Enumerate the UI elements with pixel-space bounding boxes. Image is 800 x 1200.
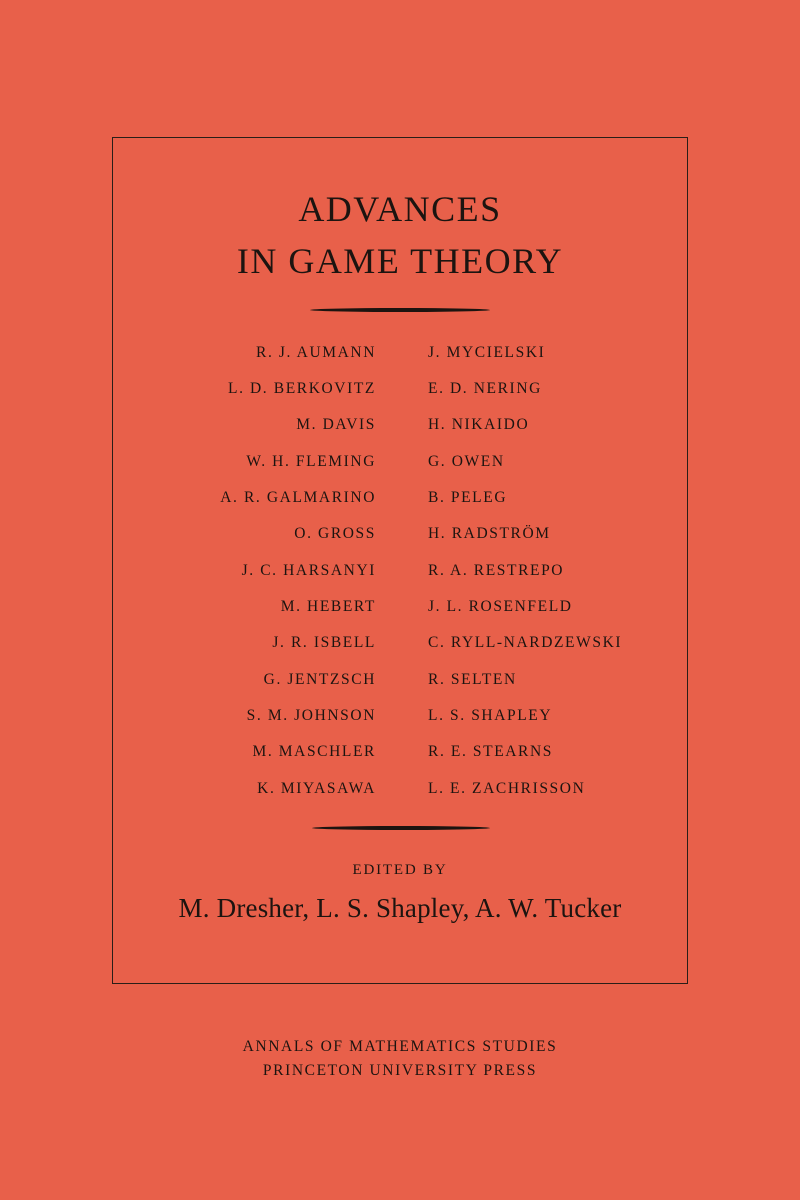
- author-right: J. L. ROSENFELD: [428, 598, 573, 615]
- author-right: J. MYCIELSKI: [428, 344, 546, 361]
- title-line-2: IN GAME THEORY: [236, 241, 564, 281]
- publisher-name: PRINCETON UNIVERSITY PRESS: [262, 1062, 538, 1079]
- author-right: R. SELTEN: [428, 671, 517, 688]
- author-left: L. D. BERKOVITZ: [228, 380, 376, 397]
- author-left: J. C. HARSANYI: [241, 562, 376, 579]
- editors-names: M. Dresher, L. S. Shapley, A. W. Tucker: [178, 893, 622, 923]
- author-left: M. MASCHLER: [252, 743, 376, 760]
- edited-by-label: EDITED BY: [352, 862, 448, 878]
- author-right: R. E. STEARNS: [428, 743, 554, 760]
- author-left: W. H. FLEMING: [246, 453, 376, 470]
- author-left: O. GROSS: [294, 525, 376, 542]
- series-name: ANNALS OF MATHEMATICS STUDIES: [242, 1038, 558, 1055]
- bottom-ornamental-rule: [312, 826, 490, 830]
- author-left: J. R. ISBELL: [272, 634, 376, 651]
- author-right: G. OWEN: [428, 453, 505, 470]
- author-left: M. HEBERT: [280, 598, 376, 615]
- author-right: H. RADSTRÖM: [428, 525, 551, 542]
- author-right: E. D. NERING: [428, 380, 542, 397]
- author-right: R. A. RESTREPO: [428, 562, 565, 579]
- author-right: H. NIKAIDO: [428, 416, 530, 433]
- title-line-1: ADVANCES: [298, 189, 502, 229]
- top-ornamental-rule: [310, 308, 490, 312]
- author-right: L. S. SHAPLEY: [428, 707, 553, 724]
- author-right: B. PELEG: [428, 489, 508, 506]
- author-right: C. RYLL-NARDZEWSKI: [428, 634, 623, 651]
- author-left: M. DAVIS: [296, 416, 376, 433]
- author-left: G. JENTZSCH: [263, 671, 376, 688]
- author-left: A. R. GALMARINO: [220, 489, 376, 506]
- author-left: R. J. AUMANN: [256, 344, 376, 361]
- author-left: K. MIYASAWA: [257, 780, 376, 797]
- author-left: S. M. JOHNSON: [246, 707, 376, 724]
- author-right: L. E. ZACHRISSON: [428, 780, 586, 797]
